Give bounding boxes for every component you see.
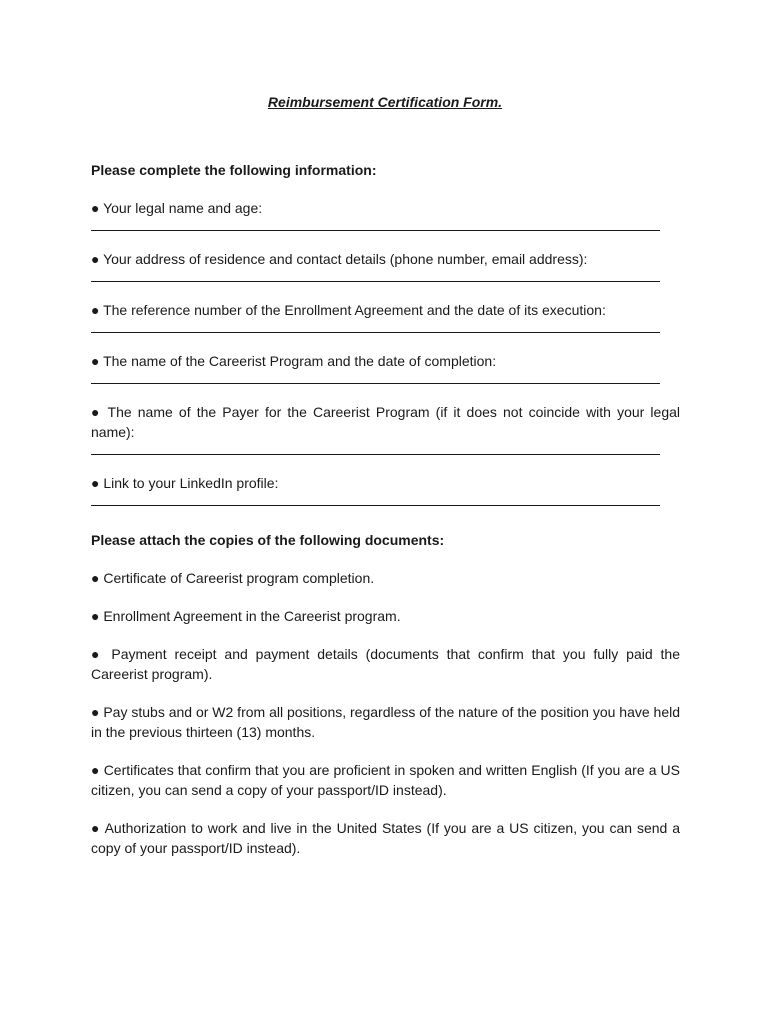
answer-line[interactable] (91, 218, 660, 231)
field-label: ● Link to your LinkedIn profile: (91, 475, 279, 491)
field-label: ● The name of the Careerist Program and the date of completion: (91, 353, 497, 369)
answer-line[interactable] (91, 493, 660, 506)
document-item-enrollment-agreement: ● Enrollment Agreement in the Careerist program. (91, 608, 401, 624)
document-item-certificate: ● Certificate of Careerist program completion. (91, 570, 375, 586)
field-label: ● Your legal name and age: (91, 200, 263, 216)
field-program-name-date (91, 351, 680, 384)
document-item-pay-stubs: ● Pay stubs and or W2 from all positions, regardless of the nature of the position you have held in the previous thirteen (13) months. (91, 704, 681, 740)
section-spacer (91, 506, 680, 530)
field-enrollment-reference (91, 300, 680, 333)
form-content (91, 160, 680, 858)
answer-line[interactable] (91, 371, 660, 384)
answer-line[interactable] (91, 269, 660, 282)
documents-section-heading: Please attach the copies of the following documents: (91, 532, 445, 548)
info-section-heading: Please complete the following information: (91, 162, 377, 178)
document-item-payment-receipt: ● Payment receipt and payment details (documents that confirm that you fully paid the Careerist program). (91, 646, 680, 682)
form-title: Reimbursement Certification Form. (267, 94, 503, 110)
document-item-work-authorization: ● Authorization to work and live in the United States (If you are a US citizen, you can send a copy of your passport/ID instead). (91, 820, 680, 856)
field-address-contact (91, 249, 680, 282)
answer-line[interactable] (91, 320, 660, 333)
field-legal-name-age (91, 198, 680, 231)
field-linkedin-profile (91, 473, 680, 506)
field-label: ● The name of the Payer for the Careerist Program (if it does not coincide with your legal name): (91, 404, 680, 440)
answer-line[interactable] (91, 442, 660, 455)
field-label: ● The reference number of the Enrollment Agreement and the date of its execution: (91, 302, 606, 318)
field-payer-name (91, 402, 680, 455)
field-label: ● Your address of residence and contact details (phone number, email address): (91, 251, 588, 267)
document-item-english-certificates: ● Certificates that confirm that you are proficient in spoken and written English (If you are a US citizen, you can send a copy of your passport/ID instead). (91, 762, 680, 798)
